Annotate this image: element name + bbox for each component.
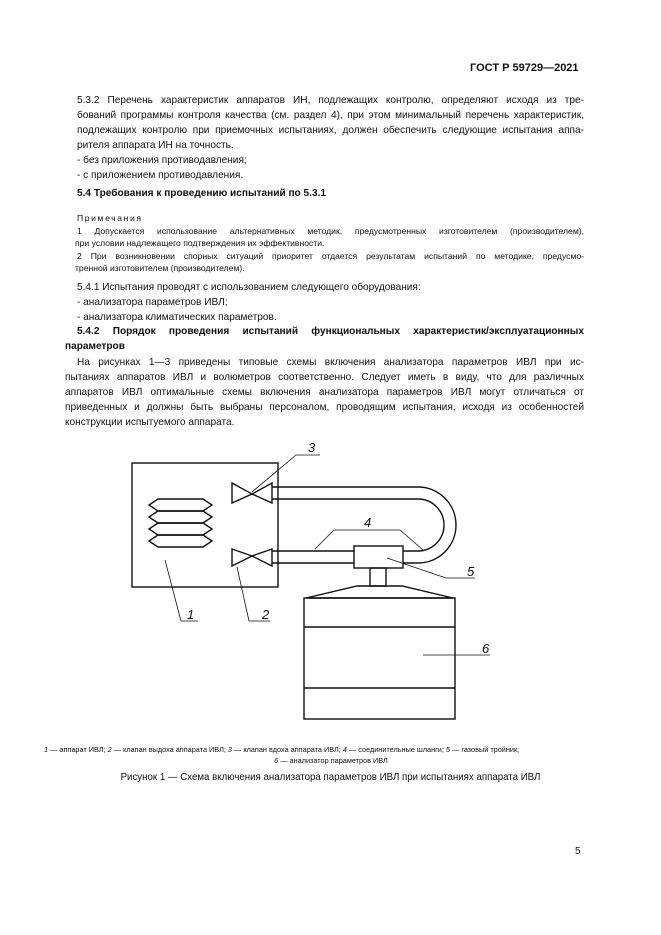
figure-caption: Рисунок 1 — Схема включения анализатора параметров ИВЛ при испытаниях аппарата ИВЛ (120, 772, 541, 783)
label-1: 1 (187, 607, 195, 622)
analyzer-lid (306, 586, 453, 598)
heading-line: параметров (65, 341, 125, 352)
inhale-valve (232, 483, 272, 503)
legend-num: 3 (227, 745, 232, 754)
page-number: 5 (575, 846, 581, 857)
bellows-segment (149, 511, 212, 523)
legend-text: — газовый тройник; (449, 745, 520, 754)
tee-stem (370, 568, 386, 586)
legend-num: 5 (445, 745, 450, 754)
list-item: - без приложения противодавления; (77, 155, 247, 166)
text-line: пытаниях аппаратов ИВЛ и волюметров соответственно. Следует иметь в виду, что для различных (65, 372, 584, 383)
label-6: 6 (482, 641, 490, 656)
legend-text: — клапан выдоха аппарата ИВЛ; (111, 745, 228, 754)
legend-text: — клапан вдоха аппарата ИВЛ; (231, 745, 343, 754)
text-line: аппаратов ИВЛ оптимальные схемы включения анализатора параметров ИВЛ могут отличаться от (65, 387, 584, 398)
leader-4 (315, 530, 423, 550)
legend-num: 6 (274, 756, 279, 765)
legend-text: — анализатор параметров ИВЛ (278, 756, 388, 765)
legend-num: 2 (107, 745, 112, 754)
legend-text: — соединительные шланги; (346, 745, 446, 754)
list-item: - с приложением противодавления. (77, 170, 244, 181)
figure-legend (44, 744, 618, 766)
legend-num: 1 (44, 745, 49, 754)
legend-num: 4 (342, 745, 347, 754)
text-line: подлежащих контролю при приемочных испытаниях, должен обеспечить следующие испытания аппа- (77, 125, 584, 136)
notes-title: Примечания (77, 213, 143, 223)
label-3: 3 (308, 440, 316, 455)
text-line: 5.3.2 Перечень характеристик аппаратов ИН, подлежащих контролю, определяют исходя из тре- (77, 95, 584, 106)
bellows-segment (149, 499, 212, 511)
bellows-segment (149, 523, 212, 535)
note-line: 2 При возникновении спорных ситуаций приоритет отдается результатам испытаний по методике, предусмо- (77, 250, 584, 261)
text-line: конструкции испытуемого аппарата. (65, 417, 235, 428)
hose-inner (272, 499, 444, 551)
text-line: рителя аппарата ИН на точность. (77, 140, 234, 151)
document-code: ГОСТ Р 59729—2021 (470, 62, 579, 74)
legend-text: — аппарат ИВЛ; (48, 745, 108, 754)
label-5: 5 (467, 564, 475, 579)
hose-lower (272, 551, 354, 563)
label-4: 4 (364, 515, 372, 530)
gas-tee (354, 546, 403, 568)
list-item: - анализатора параметров ИВЛ; (77, 297, 228, 308)
list-item: - анализатора климатических параметров. (77, 312, 277, 323)
analyzer-body (304, 598, 455, 719)
bellows-segment (149, 535, 212, 547)
text-line: На рисунках 1—3 приведены типовые схемы включения анализатора параметров ИВЛ при ис- (77, 357, 584, 368)
heading-line: 5.4.2 Порядок проведения испытаний функциональных характеристик/эксплуатационных (77, 326, 584, 337)
text-line: приведенных и должны быть выбраны персоналом, проводящим испытания, исходя из особенностей (65, 402, 584, 413)
section-5-4-heading: 5.4 Требования к проведению испытаний по 5.3.1 (77, 188, 326, 199)
text-line: 5.4.1 Испытания проводят с использованием следующего оборудования: (77, 282, 421, 293)
exhale-valve (232, 549, 272, 566)
text-line: бований программы контроля качества (см. раздел 4), при этом минимальный перечень характеристик, (77, 110, 584, 121)
note-line: 1 Допускается использование альтернативных методик, предусмотренных изготовителем (производителем), (77, 225, 584, 236)
note-line: тренной изготовителем (производителем). (75, 263, 245, 273)
label-2: 2 (262, 607, 270, 622)
note-line: при условии надлежащего подтверждения их эффективности. (75, 238, 325, 248)
